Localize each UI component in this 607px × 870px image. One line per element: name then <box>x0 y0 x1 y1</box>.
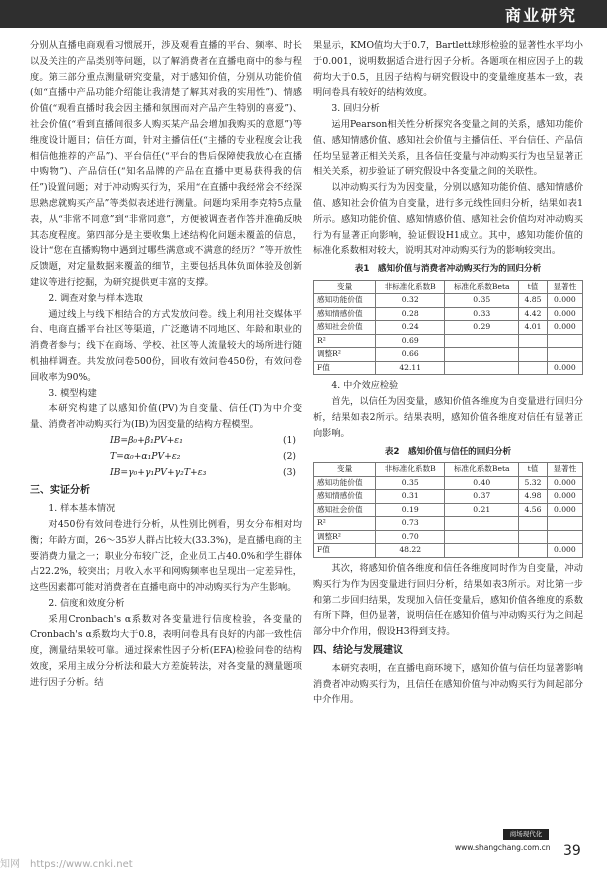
table-cell: 0.000 <box>547 476 582 490</box>
table-row <box>314 307 583 321</box>
table-cell: 0.33 <box>445 307 519 321</box>
table-cell: 调整R² <box>314 530 376 544</box>
table-cell: 0.000 <box>547 490 582 504</box>
table-header-cell: 显著性 <box>547 280 582 294</box>
table-cell: R² <box>314 334 376 348</box>
equation: IB=β₀+β₁PV+ε₁ (1) <box>110 434 296 446</box>
table-row <box>314 544 583 558</box>
table-cell: 0.000 <box>547 503 582 517</box>
subsection-heading: 3. 模型构建 <box>48 387 97 399</box>
table-cell: 0.000 <box>547 294 582 308</box>
table-cell <box>547 348 582 362</box>
table-cell: 0.19 <box>376 503 445 517</box>
section-heading: 三、实证分析 <box>30 485 90 497</box>
subsection-heading: 2. 调查对象与样本选取 <box>48 292 143 304</box>
table-cell: 感知情感价值 <box>314 490 376 504</box>
header-band <box>0 0 607 28</box>
table-cell <box>445 544 519 558</box>
table-cell: 感知社会价值 <box>314 503 376 517</box>
paragraph: 果显示，KMO值均大于0.7，Bartlett球形检验的显著性水平均小于0.001，说明数据适合进行因子分析。各题项在相应因子上的载荷均大于0.5，且因子结构与研究假设中的变量维度基本一致，表明问卷具有较好的结构效度。 <box>313 40 583 99</box>
table-cell: 5.32 <box>519 476 547 490</box>
page-number: 39 <box>563 843 581 859</box>
table-row <box>314 361 583 375</box>
table-cell: 感知功能价值 <box>314 476 376 490</box>
table-cell: 0.73 <box>376 517 445 531</box>
table-row <box>314 517 583 531</box>
table-header-cell: 非标准化系数B <box>376 463 445 477</box>
paragraph: 运用Pearson相关性分析探究各变量之间的关系，感知功能价值、感知情感价值、感知社会价值与主播信任、平台信任、产品信任均呈显著正相关关系，且各信任变量与冲动购买行为也呈显著正相关关系，初步验证了研究假设中各变量之间的关联性。 <box>313 118 583 178</box>
table-cell <box>445 517 519 531</box>
table-cell <box>519 517 547 531</box>
table-header-cell: 变量 <box>314 280 376 294</box>
paragraph: 其次，将感知价值各维度和信任各维度同时作为自变量，冲动购买行为作为因变量进行回归分析，结果如表3所示。对比第一步和第二步回归结果，发现加入信任变量后，感知价值各维度的系数有所下降，但仍显著，说明信任在感知价值与冲动购买行为之间起部分中介作用，假设H3得到支持。 <box>313 562 583 638</box>
journal-logo: 商场现代化 <box>503 829 549 840</box>
equation: T=α₀+α₁PV+ε₂ (2) <box>110 450 296 462</box>
table-cell: F值 <box>314 544 376 558</box>
table-caption: 表1 感知价值与消费者冲动购买行为的回归分析 <box>354 264 542 275</box>
table-header-cell: 显著性 <box>547 463 582 477</box>
table-cell <box>519 334 547 348</box>
table-row <box>314 321 583 335</box>
table-cell: 0.35 <box>445 294 519 308</box>
table-header-row <box>314 280 583 294</box>
watermark: 知网 https://www.cnki.net <box>0 859 133 870</box>
table-cell <box>519 348 547 362</box>
table-cell: 0.000 <box>547 307 582 321</box>
table-cell: 0.40 <box>445 476 519 490</box>
table-header-cell: 标准化系数Beta <box>445 463 519 477</box>
right-column <box>313 38 583 708</box>
table-cell: 0.000 <box>547 361 582 375</box>
table-header-row <box>314 463 583 477</box>
table-header-cell: t值 <box>519 280 547 294</box>
table-cell <box>547 530 582 544</box>
table-cell: 0.31 <box>376 490 445 504</box>
table-caption: 表2 感知价值与信任的回归分析 <box>384 446 512 457</box>
table-cell: 0.000 <box>547 321 582 335</box>
table-cell: 感知社会价值 <box>314 321 376 335</box>
table-cell <box>519 544 547 558</box>
table-cell: 4.85 <box>519 294 547 308</box>
left-column <box>30 38 302 691</box>
table-cell: 4.01 <box>519 321 547 335</box>
table-row <box>314 348 583 362</box>
table-cell: 4.56 <box>519 503 547 517</box>
table-row <box>314 334 583 348</box>
journal-section-title: 商业研究 <box>504 6 577 25</box>
table-row <box>314 490 583 504</box>
table-cell: 感知功能价值 <box>314 294 376 308</box>
table-cell: 0.32 <box>376 294 445 308</box>
subsection-heading: 2. 信度和效度分析 <box>48 597 125 609</box>
table-cell: 0.24 <box>376 321 445 335</box>
paragraph: 本研究构建了以感知价值(PV)为自变量、信任(T)为中介变量、消费者冲动购买行为(IB)为因变量的结构方程模型。 <box>30 403 302 431</box>
table-cell <box>445 361 519 375</box>
table-cell: R² <box>314 517 376 531</box>
table-header-cell: 非标准化系数B <box>376 280 445 294</box>
table-cell: 48.22 <box>376 544 445 558</box>
paragraph: 首先，以信任为因变量，感知价值各维度为自变量进行回归分析，结果如表2所示。结果表明，感知价值各维度对信任有显著正向影响。 <box>313 396 583 439</box>
table-row <box>314 294 583 308</box>
subsection-heading: 4. 中介效应检验 <box>331 380 399 392</box>
table-row <box>314 503 583 517</box>
table-cell: 0.21 <box>445 503 519 517</box>
table-cell <box>547 517 582 531</box>
paragraph: 以冲动购买行为为因变量，分别以感知功能价值、感知情感价值、感知社会价值为自变量，进行多元线性回归分析，结果如表1所示。感知功能价值、感知情感价值、感知社会价值均对冲动购买行为有显著正向影响，验证假设H1成立。其中，感知功能价值的标准化系数相对较大，说明其对冲动购买行为的影响较突出。 <box>313 182 583 257</box>
section-heading: 四、结论与发展建议 <box>313 644 403 656</box>
table-cell: 0.37 <box>445 490 519 504</box>
paragraph: 本研究表明，在直播电商环境下，感知价值与信任均显著影响消费者冲动购买行为，且信任在感知价值与冲动购买行为间起部分中介作用。 <box>313 662 583 706</box>
table-cell: F值 <box>314 361 376 375</box>
table-cell: 感知情感价值 <box>314 307 376 321</box>
paragraph: 采用Cronbach's α系数对各变量进行信度检验，各变量的Cronbach's α系数均大于0.8，表明问卷具有良好的内部一致性信度，测量结果较可靠。通过探索性因子分析(EFA)检验问卷的结构效度，采用主成分分析法和最大方差旋转法，对各变量的测量题项进行因子分析。结 <box>30 613 302 688</box>
paragraph: 分别从直播电商观看习惯展开，涉及观看直播的平台、频率、时长以及关注的产品类别等问题，以了解消费者在直播电商中的参与程度。第三部分重点测量研究变量，对于感知价值，分别从功能价值(如“直播中产品功能介绍能让我清楚了解其对我的实用性”)、情感价值(“观看直播时我会因主播和氛围而对产品产生特别的喜爱”)、社会价值(“看到直播间很多人购买某产品会增加我购买的意愿”)等维度设计题目；信任方面，针对主播信任(“主播的专业程度会让我相信他推荐的产品”)、平台信任(“平台的售后保障使我放心在直播中购物”)、产品信任(“知名品牌的产品在直播中更易获得我的信任”)设置问题；对于冲动购买行为，采用“在直播中我经常会不经深思熟虑就购买产品”等类似表述进行测量。问题均采用李克特5点量表，从“非常不同意”到“非常同意”，方便被调查者作答并准确反映其态度程度。第四部分是主要收集上述结构化问题未覆盖的信息，设计“您在直播购物中遇到过哪些满意或不满意的经历？”等开放性反馈题，对定量数据来覆盖的细节，主要包括具体负面体验及创新建议等进行挖掘，为研究提供更丰富的支撑。 <box>30 40 302 288</box>
table-header-cell: 变量 <box>314 463 376 477</box>
regression-table-2 <box>313 462 583 558</box>
table-cell: 0.70 <box>376 530 445 544</box>
table-cell: 42.11 <box>376 361 445 375</box>
table-cell: 4.98 <box>519 490 547 504</box>
table-cell: 0.66 <box>376 348 445 362</box>
table-header-cell: t值 <box>519 463 547 477</box>
subsection-heading: 1. 样本基本情况 <box>48 503 116 515</box>
regression-table-1 <box>313 280 583 376</box>
table-cell <box>445 348 519 362</box>
equation: IB=γ₀+γ₁PV+γ₂T+ε₃ (3) <box>110 466 296 478</box>
table-cell: 4.42 <box>519 307 547 321</box>
table-cell <box>445 530 519 544</box>
paragraph: 通过线上与线下相结合的方式发放问卷。线上利用社交媒体平台、电商直播平台社区等渠道，广泛邀请不同地区、年龄和职业的消费者参与；线下在商场、学校、社区等人流量较大的场所进行随机抽样调查。共发放问卷500份，回收有效问卷450份，有效问卷回收率为90%。 <box>30 308 302 383</box>
table-cell: 调整R² <box>314 348 376 362</box>
table-cell <box>445 334 519 348</box>
table-cell <box>547 334 582 348</box>
journal-url: www.shangchang.com.cn <box>455 843 551 852</box>
subsection-heading: 3. 回归分析 <box>331 103 380 115</box>
table-cell: 0.28 <box>376 307 445 321</box>
table-row <box>314 530 583 544</box>
table-cell <box>519 530 547 544</box>
table-cell: 0.35 <box>376 476 445 490</box>
table-cell: 0.69 <box>376 334 445 348</box>
table-cell <box>519 361 547 375</box>
paragraph: 对450份有效问卷进行分析，从性别比例看，男女分布相对均衡；年龄方面，26～35岁人群占比较大(33.3%)，是直播电商的主要消费力量之一；职业分布较广泛，企业员工占40.0%和学生群体占22.2%，较突出；月收入水平和网购频率也呈现出一定差异性，这些因素都可能对消费者在直播电商中的冲动购买行为产生影响。 <box>30 518 302 594</box>
table-row <box>314 476 583 490</box>
table-cell: 0.000 <box>547 544 582 558</box>
table-header-cell: 标准化系数Beta <box>445 280 519 294</box>
table-cell: 0.29 <box>445 321 519 335</box>
